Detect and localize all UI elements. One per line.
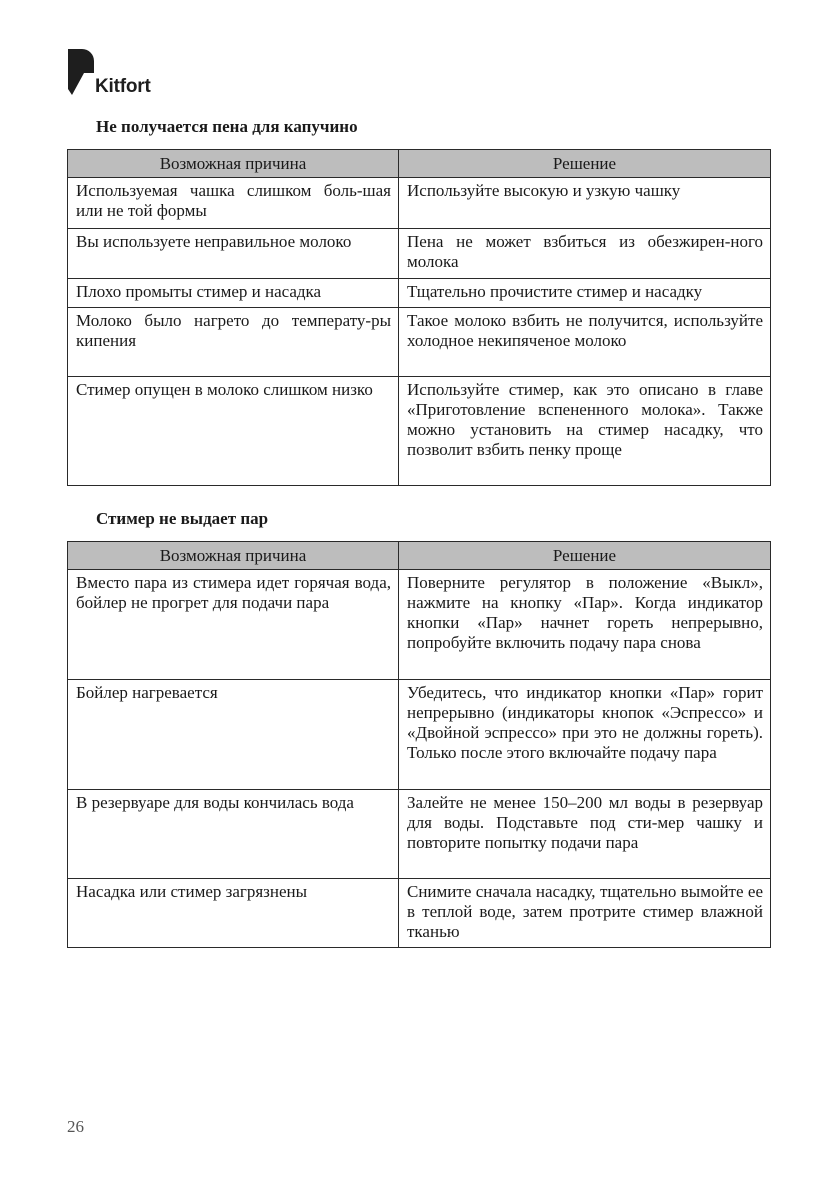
table-row: [68, 178, 771, 229]
cause-cell: Молоко было нагрето до температу-ры кипения: [68, 308, 399, 377]
column-header-solution: Решение: [399, 150, 771, 178]
table-header-row: [68, 150, 771, 178]
table-row: [68, 377, 771, 486]
solution-cell: Поверните регулятор в положение «Выкл», нажмите на кнопку «Пар». Когда индикатор кнопки «Пар» начнет гореть непрерывно, попробуйте включить подачу пара снова: [399, 570, 771, 680]
cause-cell: Вы используете неправильное молоко: [68, 229, 399, 279]
cause-cell: Бойлер нагревается: [68, 680, 399, 790]
cause-cell: Вместо пара из стимера идет горячая вода, бойлер не прогрет для подачи пара: [68, 570, 399, 680]
table-row: [68, 680, 771, 790]
table-row: [68, 229, 771, 279]
column-header-cause: Возможная причина: [68, 542, 399, 570]
table-row: [68, 308, 771, 377]
table-row: [68, 570, 771, 680]
cause-cell: Стимер опущен в молоко слишком низко: [68, 377, 399, 486]
table-header-row: [68, 542, 771, 570]
solution-cell: Используйте стимер, как это описано в главе «Приготовление вспененного молока». Также можно установить на стимер насадку, что позволит взбить пенку проще: [399, 377, 771, 486]
solution-cell: Тщательно прочистите стимер и насадку: [399, 279, 771, 308]
cause-cell: В резервуаре для воды кончилась вода: [68, 790, 399, 879]
troubleshooting-table-steam: [67, 541, 771, 948]
brand-logo: [68, 49, 188, 99]
solution-cell: Убедитесь, что индикатор кнопки «Пар» горит непрерывно (индикаторы кнопок «Эспрессо» и «Двойной эспрессо» при это не должны гореть). Только после этого включайте подачу пара: [399, 680, 771, 790]
table-row: [68, 279, 771, 308]
table-row: [68, 790, 771, 879]
solution-cell: Снимите сначала насадку, тщательно вымойте ее в теплой воде, затем протрите стимер влажной тканью: [399, 879, 771, 948]
solution-cell: Такое молоко взбить не получится, используйте холодное некипяченое молоко: [399, 308, 771, 377]
column-header-solution: Решение: [399, 542, 771, 570]
section-title-cappuccino: Не получается пена для капучино: [96, 117, 358, 136]
page-number: 26: [67, 1117, 84, 1136]
table-row: [68, 879, 771, 948]
solution-cell: Используйте высокую и узкую чашку: [399, 178, 771, 229]
solution-cell: Залейте не менее 150–200 мл воды в резервуар для воды. Подставьте под сти-мер чашку и повторите попытку подачи пара: [399, 790, 771, 879]
column-header-cause: Возможная причина: [68, 150, 399, 178]
troubleshooting-table-cappuccino: [67, 149, 771, 486]
cause-cell: Насадка или стимер загрязнены: [68, 879, 399, 948]
cause-cell: Плохо промыты стимер и насадка: [68, 279, 399, 308]
solution-cell: Пена не может взбиться из обезжирен-ного молока: [399, 229, 771, 279]
kitfort-logo-mark-icon: [68, 49, 94, 95]
section-title-no-steam: Стимер не выдает пар: [96, 509, 269, 528]
cause-cell: Используемая чашка слишком боль-шая или не той формы: [68, 178, 399, 229]
brand-name: Kitfort: [95, 76, 151, 97]
